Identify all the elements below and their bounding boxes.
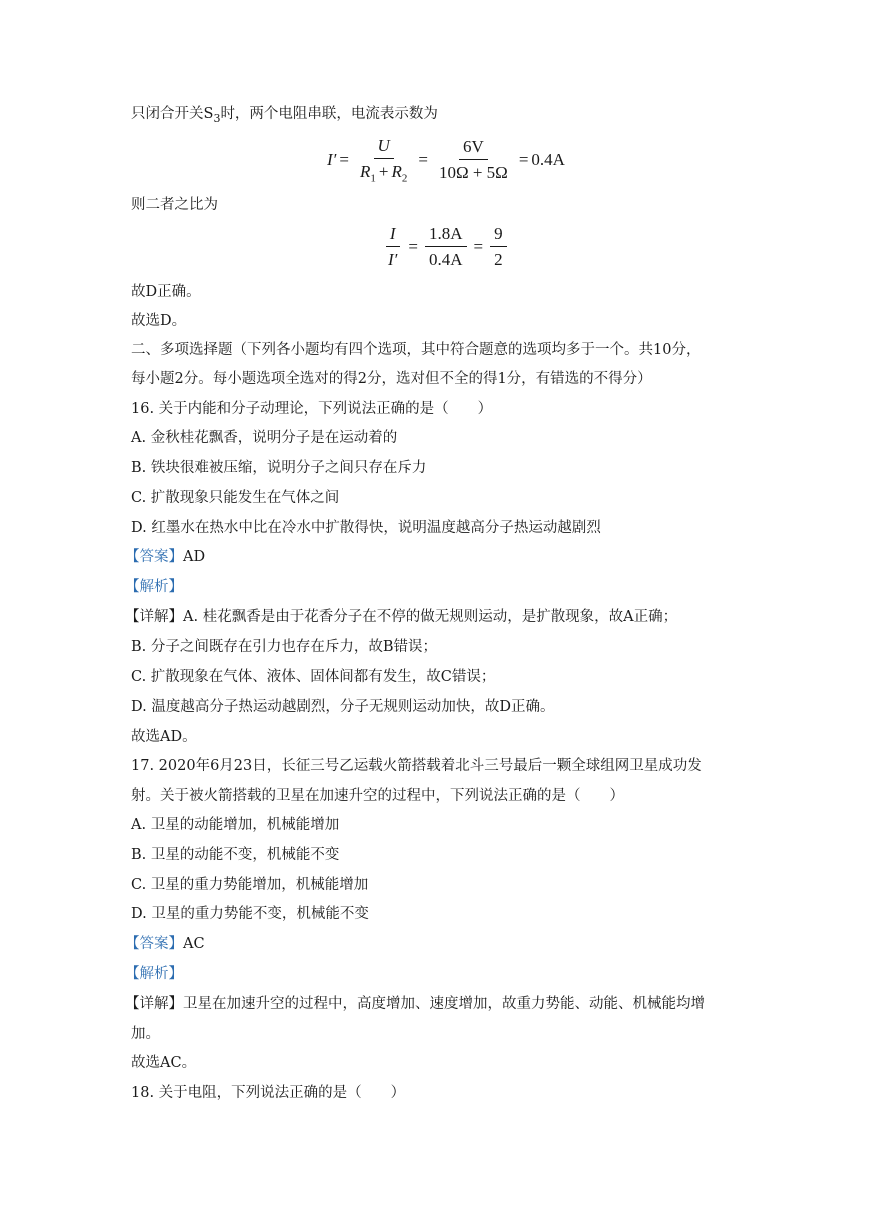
question-16-option-b: B. 铁块很难被压缩，说明分子之间只存在斥力 xyxy=(131,460,427,476)
question-17-stem-cont: 射。关于被火箭搭载的卫星在加速升空的过程中，下列说法正确的是（ ） xyxy=(131,788,624,804)
paragraph-d-correct: 故D正确。 xyxy=(131,284,201,300)
question-16-detail-c: C. 扩散现象在气体、液体、固体间都有发生，故C错误； xyxy=(131,669,496,685)
question-16-detail-d: D. 温度越高分子热运动越剧烈，分子无规则运动加快，故D正确。 xyxy=(131,699,555,715)
section-heading-multi-choice-cont: 每小题2分。每小题选项全选对的得2分，选对但不全的得1分，有错选的不得分） xyxy=(131,371,652,387)
section-heading-multi-choice: 二、多项选择题（下列各小题均有四个选项，其中符合题意的选项均多于一个。共10分， xyxy=(131,342,701,358)
paragraph-choose-d: 故选D。 xyxy=(131,313,187,329)
paragraph-series-circuit: 只闭合开关$S_3$时，两个电阻串联，电流表示数为 xyxy=(131,106,438,125)
fraction-current-values: $\frac{1.8A}{0.4A}$ xyxy=(425,224,467,270)
question-16-answer: 【答案】AD xyxy=(125,549,206,565)
question-17-option-b: B. 卫星的动能不变，机械能不变 xyxy=(131,847,340,863)
formula-series-current: I′ = $\frac{U}{R_1 + R_2}$ = $\frac{6V}{10\Omega + 5\Omega}$ = 0.4A xyxy=(327,136,565,185)
question-17-detail-cont: 加。 xyxy=(131,1026,160,1042)
fraction-i-over-i-prime: $\frac{I}{I'}$ xyxy=(384,224,401,270)
fraction-nine-over-two: $\frac{9}{2}$ xyxy=(490,224,507,270)
question-17-detail: 【详解】卫星在加速升空的过程中，高度增加、速度增加，故重力势能、动能、机械能均增 xyxy=(125,996,705,1012)
question-17-option-d: D. 卫星的重力势能不变，机械能不变 xyxy=(131,906,369,922)
question-16-analysis-tag: 【解析】 xyxy=(125,579,183,595)
question-17-choose: 故选AC。 xyxy=(131,1055,197,1071)
paragraph-ratio-intro: 则二者之比为 xyxy=(131,197,218,213)
question-16-detail-a: 【详解】A. 桂花飘香是由于花香分子在不停的做无规则运动，是扩散现象，故A正确； xyxy=(125,609,678,625)
question-17-analysis-tag: 【解析】 xyxy=(125,966,183,982)
question-16-option-d: D. 红墨水在热水中比在冷水中扩散得快，说明温度越高分子热运动越剧烈 xyxy=(131,520,601,536)
question-17-answer: 【答案】AC xyxy=(125,936,205,952)
question-16-detail-b: B. 分子之间既存在引力也存在斥力，故B错误； xyxy=(131,639,438,655)
fraction-u-over-r: $\frac{U}{R_1 + R_2}$ xyxy=(359,136,408,185)
question-18-stem: 18. 关于电阻，下列说法正确的是（ ） xyxy=(131,1085,406,1101)
question-17-option-a: A. 卫星的动能增加，机械能增加 xyxy=(131,817,340,833)
question-17-stem: 17. 2020年6月23日，长征三号乙运载火箭搭载着北斗三号最后一颗全球组网卫星成功发 xyxy=(131,758,702,774)
question-16-choose: 故选AD。 xyxy=(131,729,197,745)
formula-current-ratio: $\frac{I}{I'}$ = $\frac{1.8A}{0.4A}$ = $\frac{9}{2}$ xyxy=(380,224,511,270)
question-16-option-c: C. 扩散现象只能发生在气体之间 xyxy=(131,490,340,506)
question-16-stem: 16. 关于内能和分子动理论，下列说法正确的是（ ） xyxy=(131,401,493,417)
question-16-option-a: A. 金秋桂花飘香，说明分子是在运动着的 xyxy=(131,430,398,446)
fraction-voltage-over-resistance: $\frac{6V}{10\Omega + 5\Omega}$ xyxy=(438,137,508,183)
question-17-option-c: C. 卫星的重力势能增加，机械能增加 xyxy=(131,877,369,893)
